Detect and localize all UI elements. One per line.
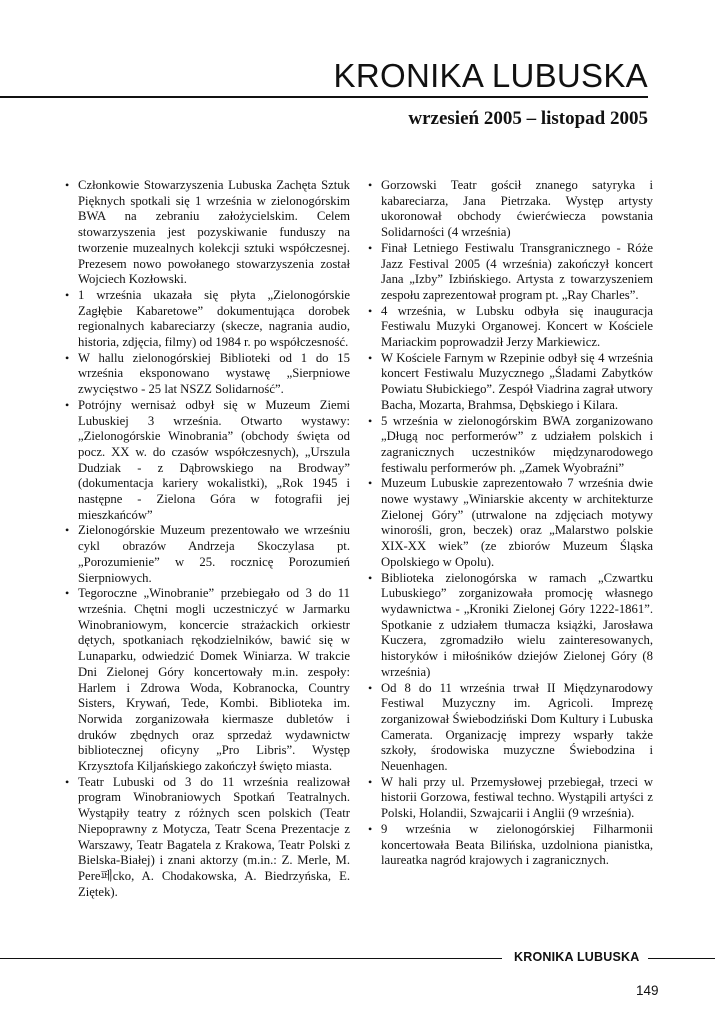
list-item: • 9 września w zielonogórskiej Filharmonii koncertowała Beata Bilińska, uzdolniona pianistka, laureatka nagród krajowych i zagranicznych. bbox=[367, 822, 653, 869]
list-item: • 1 września ukazała się płyta „Zielonogórskie Zagłębie Kabaretowe” dokumentująca dorobek regionalnych kabareciarzy (skecze, nagrania audio, historia, zdjęcia, filmy) od 1984 r. po współczesność. bbox=[64, 288, 350, 351]
page-number: 149 bbox=[636, 983, 659, 998]
list-item: • Gorzowski Teatr gościł znanego satyryka i kabareciarza, Jana Pietrzaka. Występ artysty ukoronował obchody ćwierćwiecza powstania Solidarności (4 września) bbox=[367, 178, 653, 241]
list-item: • W Kościele Farnym w Rzepinie odbył się 4 września koncert Festiwalu Muzycznego „Śladami Zabytków Powiatu Słubickiego”. Zespół Viadrina zagrał utwory Bacha, Mozarta, Brahmsa, Dębskiego i Kilara. bbox=[367, 351, 653, 414]
footer-rule-right bbox=[648, 958, 715, 959]
list-item: • W hali przy ul. Przemysłowej przebiegał, trzeci w historii Gorzowa, festiwal techno. Wystąpili artyści z Polski, Holandii, Szwajcarii i Anglii (9 września). bbox=[367, 775, 653, 822]
footer-label: KRONIKA LUBUSKA bbox=[514, 950, 640, 964]
list-item: • Muzeum Lubuskie zaprezentowało 7 września dwie nowe wystawy „Winiarskie akcenty w architekturze Zielonej Góry” (utrwalone na zdjęciach motywy winorośli, gron, beczek) oraz „Malarstwo polskie XIX-XX wiek” (ze zbiorów Muzeum Śląska Opolskiego w Opolu). bbox=[367, 476, 653, 570]
list-item: • Potrójny wernisaż odbył się w Muzeum Ziemi Lubuskiej 3 września. Otwarto wystawy: „Zielonogórskie Winobrania” (obchody święta od pocz. XX w. do czasów współczesnych), „Urszula Dudziak - z Dąbrowskiego na Brodway” (dokumentacja kariery wokalistki), „Rok 1945 i następne - Zielona Góra w fotografii jej mieszkańców” bbox=[64, 398, 350, 524]
header-rule bbox=[0, 96, 648, 98]
list-item: • Tegoroczne „Winobranie” przebiegało od 3 do 11 września. Chętni mogli uczestniczyć w Jarmarku Winobraniowym, koncercie strażackich orkiestr dętych, spotkaniach rękodzielników, bawić się w Lunaparku, odwiedzić Domek Winiarza. W trakcie Dni Zielonej Góry koncertowały m.in. zespoły: Harlem i Zdrowa Woda, Kobranocka, Country Sisters, Krywań, Tede, Kombi. Biblioteka im. Norwida zorganizowała kiermasze dubletów i druków zbędnych oraz sprzedaż wydawnictw bibliotecznej oficyny „Pro Libris”. Występ Krzysztofa Kiljańskiego zakończył święto miasta. bbox=[64, 586, 350, 774]
list-item: • Biblioteka zielonogórska w ramach „Czwartku Lubuskiego” zorganizowała promocję własnego wydawnictwa - „Kroniki Zielonej Góry 1222-1861”. Spotkanie z udziałem tłumacza książki, Jarosława Kuczera, zgromadziło wielu zainteresowanych, historyków i miłośników dziejów Zielonej Góry (8 września) bbox=[367, 571, 653, 681]
left-column bbox=[64, 178, 350, 900]
footer-rule-left bbox=[0, 958, 502, 959]
list-item: • Od 8 do 11 września trwał II Międzynarodowy Festiwal Muzyczny im. Agricoli. Imprezę zorganizował Świebodziński Dom Kultury i Lubuska Camerata. Organizację imprezy wsparły także szkoły, środowiska muzyczne Świebodzina i Neuenhagen. bbox=[367, 681, 653, 775]
list-item: • Członkowie Stowarzyszenia Lubuska Zachęta Sztuk Pięknych spotkali się 1 września w zielonogórskim BWA na zebraniu założycielskim. Celem stowarzyszenia jest pozyskiwanie funduszy na tworzenie muzealnych kolekcji sztuki współczesnej. Prezesem nowo powołanego stowarzyszenia został Wojciech Kozłowski. bbox=[64, 178, 350, 288]
list-item: • W hallu zielonogórskiej Biblioteki od 1 do 15 września eksponowano wystawę „Sierpniowe zwycięstwo - 25 lat NSZZ Solidarność”. bbox=[64, 351, 350, 398]
list-item: • Teatr Lubuski od 3 do 11 września realizował program Winobraniowych Spotkań Teatralnych. Wystąpiły teatry z różnych scen polskich (Teatr Niepoprawny z Motycza, Teatr Scena Prezentacje z Warszawy, Teatr Bagatela z Krakowa, Teatr Polski z Bielska-Białej) i znani aktorzy (m.in.: Z. Merle, M. Pere페cko, A. Chodakowska, A. Biedrzyńska, E. Ziętek). bbox=[64, 775, 350, 901]
list-item: • Finał Letniego Festiwalu Transgranicznego - Róże Jazz Festival 2005 (4 września) zakończył koncert Jana „Izby” Izbińskiego. Artysta z towarzyszeniem zespołu zaprezentował program pt. „Ray Charles”. bbox=[367, 241, 653, 304]
list-item: • Zielonogórskie Muzeum prezentowało we wrześniu cykl obrazów Andrzeja Skoczylasa pt. „Porozumienie” w 25. rocznicę Porozumień Sierpniowych. bbox=[64, 523, 350, 586]
period-subtitle: wrzesień 2005 – listopad 2005 bbox=[408, 108, 648, 129]
list-item: • 4 września, w Lubsku odbyła się inauguracja Festiwalu Muzyki Organowej. Koncert w Kościele Mariackim poprowadził Jerzy Markiewicz. bbox=[367, 304, 653, 351]
list-item: • 5 września w zielonogórskim BWA zorganizowano „Długą noc performerów” z udziałem polskich i zagranicznych uczestników międzynarodowego festiwalu performerów ph. „Zamek Wyobraźni” bbox=[367, 414, 653, 477]
page-title: KRONIKA LUBUSKA bbox=[333, 57, 648, 94]
right-column bbox=[367, 178, 653, 869]
